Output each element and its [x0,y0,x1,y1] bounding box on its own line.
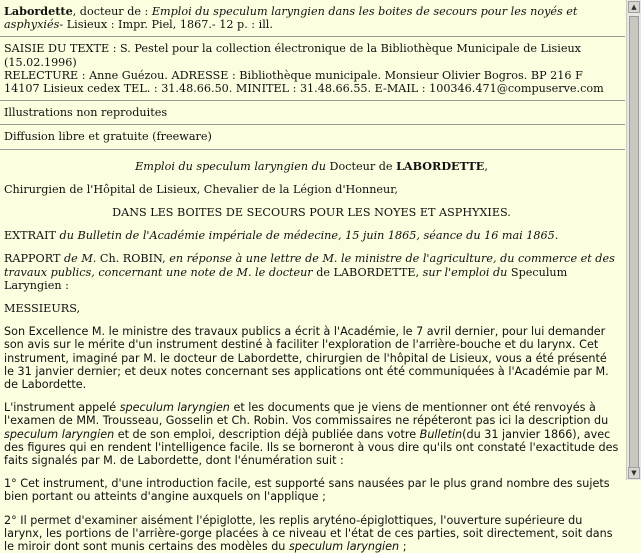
header-author: Labordette [4,4,73,18]
diffusion-note: Diffusion libre et gratuite (freeware) [4,130,212,144]
header-citation: Labordette, docteur de : Emploi du speculum laryngien dans les boites de secours pour les noyés et asphyxiés- Lisieux : Impr. Piel, 1867.- 12 p. : ill. [4,4,578,32]
rapport-paragraph: RAPPORT de M. Ch. ROBIN, en réponse à une lettre de M. le ministre de l'agriculture, du commerce et des travaux publics, concernant une note de M. le docteur de LABORDETTE, sur l'emploi du Speculum Laryngien : [4,252,615,292]
scroll-up-icon[interactable]: ▲ [628,1,640,13]
divider [0,124,625,125]
boites-heading: DANS LES BOITES DE SECOURS POUR LES NOYES ET ASPHYXIES. [112,206,511,220]
vertical-scrollbar[interactable] [626,0,641,480]
divider [0,149,625,150]
scroll-down-icon[interactable]: ▼ [628,467,640,479]
extrait-line: EXTRAIT du Bulletin de l'Académie impériale de médecine, 15 juin 1865, séance du 16 mai 1865. [4,229,559,243]
paragraph-4: 2° Il permet d'examiner aisément l'épiglotte, les replis aryténo-épiglottiques, l'ouverture supérieure du larynx, les portions de l'arrière-gorge placées à ce niveau et l'état de ces parties, soit directement, soit dans le miroir dont sont munis certains des modèles du speculum laryngien ; [4,513,613,553]
saisie-du-texte: SAISIE DU TEXTE : S. Pestel pour la collection électronique de la Bibliothèque Municipale de Lisieux (15.02.1996) [4,42,581,69]
messieurs-salutation: MESSIEURS, [4,302,81,316]
scroll-thumb[interactable] [629,16,639,474]
chirurgien-line: Chirurgien de l'Hôpital de Lisieux, Chevalier de la Légion d'Honneur, [4,182,398,196]
paragraph-3: 1° Cet instrument, d'une introduction facile, est supporté sans nausées par le plus grand nombre des sujets bien portant ou atteints d'angine auxquels on l'applique ; [4,477,610,504]
paragraph-2: L'instrument appelé speculum laryngien et les documents que je viens de mentionner ont été renvoyés à l'examen de MM. Trousseau, Gosselin et Ch. Robin. Vos commissaires ne répéteront pas ici la description du speculum laryngien et de son emploi, description déjà publiée dans votre Bulletin(du 31 janvier 1866), avec des figures qui en rendent l'intelligence facile. Ils se borneront à vous dire qu'ils ont constaté l'exactitude des faits signalés par M. de Labordette, dont l'énumération suit : [4,401,619,468]
header-title: Emploi du speculum laryngien dans les boites de secours pour les noyés et asphyxiés [4,5,578,32]
relecture-adresse: RELECTURE : Anne Guézou. ADRESSE : Bibliothèque municipale. Monsieur Olivier Bogros. BP 216 F 14107 Lisieux cedex TEL. : 31.48.66.50. MINITEL : 31.48.66.55. E-MAIL : 100346.471@compuserve.com [4,68,604,96]
divider [0,36,625,37]
illustrations-note: Illustrations non reproduites [4,106,168,120]
divider [0,100,625,101]
paragraph-1: Son Excellence M. le ministre des travaux publics a écrit à l'Académie, le 7 avril dernier, pour lui demander son avis sur le mérite d'un instrument destiné à faciliter l'exploration de l'arrière-bouche et du larynx. Cet instrument, imaginé par M. le docteur de Labordette, chirurgien de l'hôpital de Lisieux, vous a été présenté le 31 janvier dernier; et deux notes concernant ses applications ont été communiquées à l'Académie par M. de Labordette. [4,325,609,392]
body-title: Emploi du speculum laryngien du Docteur de LABORDETTE, [135,158,488,173]
